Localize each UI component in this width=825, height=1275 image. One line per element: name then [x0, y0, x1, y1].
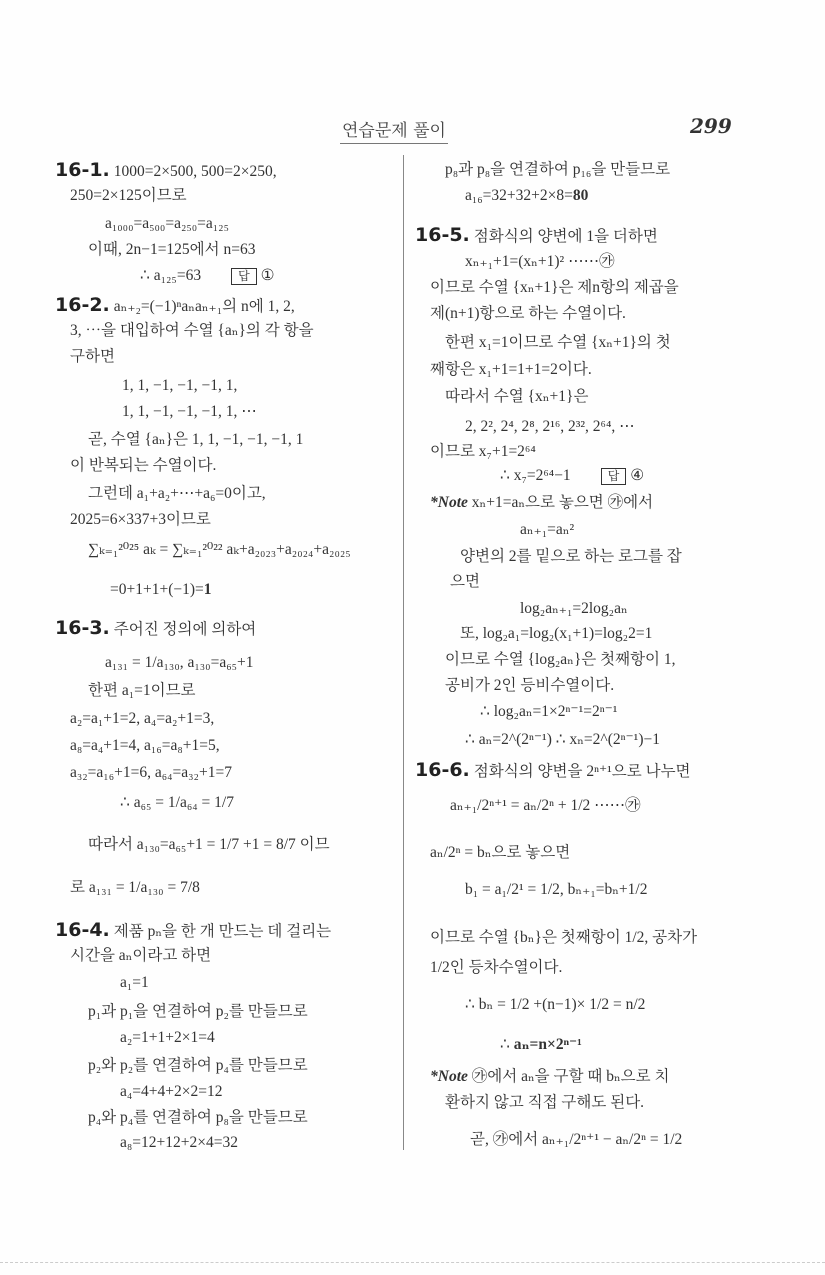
line-text: a₁₀₀₀=a₅₀₀=a₂₅₀=a₁₂₅ [105, 215, 229, 232]
answer-box: 답 [601, 468, 627, 485]
line-text: b₁ = a₁/2¹ = 1/2, bₙ₊₁=bₙ+1/2 [465, 881, 648, 898]
problem-number: 16-2. [55, 294, 110, 316]
line-text: a₈=a₄+1=4, a₁₆=a₈+1=5, [70, 737, 220, 754]
line-text: a₂=1+1+2×1=4 [120, 1029, 215, 1046]
line-text: 이때, 2n−1=125에서 n=63 [88, 241, 256, 258]
left-line [88, 681, 196, 701]
line-text: aₙ₊₁=aₙ² [520, 521, 575, 538]
line-text: a₄=4+4+2×2=12 [120, 1083, 223, 1100]
left-line [88, 484, 266, 504]
line-text: 따라서 a₁₃₀=a₆₅+1 = 1/7 +1 = 8/7 이므 [88, 836, 330, 853]
right-line [465, 252, 615, 272]
problem-number: 16-1. [55, 159, 110, 181]
line-text: aₙ₊₁/2ⁿ⁺¹ = aₙ/2ⁿ + 1/2 ⋯⋯㉮ [450, 797, 641, 814]
right-line [430, 493, 653, 513]
left-line [55, 618, 256, 640]
left-line [88, 240, 256, 260]
left-line [88, 1002, 308, 1022]
answer-choice: ① [260, 267, 275, 284]
line-text: 1000=2×500, 500=2×250, [113, 163, 277, 180]
right-line [445, 676, 614, 696]
right-line [480, 702, 617, 722]
line-text: a₃₂=a₁₆+1=6, a₆₄=a₃₂+1=7 [70, 764, 232, 781]
line-text: a₁₆=32+32+2×8= [465, 187, 573, 204]
line-text: 시간을 aₙ이라고 하면 [70, 947, 212, 964]
left-line [120, 1133, 238, 1153]
column-divider [403, 155, 404, 1150]
right-line [430, 843, 570, 863]
line-text: ∑ₖ₌₁²⁰²⁵ aₖ = ∑ₖ₌₁²⁰²² aₖ+a₂₀₂₃+a₂₀₂₄+a₂₀₂₅ [88, 541, 351, 558]
line-text: a₁₃₁ = 1/a₁₃₀, a₁₃₀=a₆₅+1 [105, 654, 254, 671]
right-line [430, 360, 592, 380]
line-text: 1/2인 등차수열이다. [430, 959, 563, 976]
line-text: 이 반복되는 수열이다. [70, 457, 217, 474]
left-line [122, 402, 257, 422]
right-line [445, 650, 676, 670]
line-text: a₂=a₁+1=2, a₄=a₂+1=3, [70, 710, 215, 727]
left-line [140, 266, 275, 286]
line-text: 으면 [450, 573, 480, 590]
line-text: 곧, ㉮에서 aₙ₊₁/2ⁿ⁺¹ − aₙ/2ⁿ = 1/2 [470, 1131, 683, 1148]
note-label: *Note [430, 494, 468, 511]
page-number: 299 [690, 114, 732, 138]
line-text: p₈과 p₈을 연결하여 p₁₆을 만들므로 [445, 161, 671, 178]
right-line [430, 958, 562, 978]
line-text: 제품 pₙ을 한 개 만드는 데 걸리는 [113, 923, 332, 940]
line-text: 3, ⋯을 대입하여 수열 {aₙ}의 각 항을 [70, 322, 314, 339]
line-text: 이므로 수열 {bₙ}은 첫째항이 1/2, 공차가 [430, 929, 698, 946]
line-text: ∴ bₙ = 1/2 +(n−1)× 1/2 = n/2 [465, 996, 646, 1013]
right-line [430, 928, 697, 948]
line-text: 1, 1, −1, −1, −1, 1, ⋯ [122, 403, 257, 420]
bold-answer: aₙ=n×2ⁿ⁻¹ [513, 1036, 582, 1053]
left-line [88, 835, 330, 855]
left-line [70, 510, 211, 530]
left-line [122, 376, 237, 396]
line-text: 이므로 수열 {xₙ+1}은 제n항의 제곱을 [430, 279, 679, 296]
right-line [445, 387, 588, 407]
right-line [415, 760, 691, 782]
left-line [110, 580, 212, 600]
left-line [105, 653, 254, 673]
left-line [120, 793, 234, 813]
right-line [445, 160, 670, 180]
line-text: ∴ [500, 1036, 514, 1053]
left-line [70, 878, 200, 898]
line-text: p₄와 p₄를 연결하여 p₈을 만들므로 [88, 1109, 308, 1126]
line-text: 따라서 수열 {xₙ+1}은 [445, 388, 589, 405]
line-text: ∴ a₆₅ = 1/a₆₄ = 1/7 [120, 794, 234, 811]
line-text: xₙ₊₁+1=(xₙ+1)² ⋯⋯㉮ [465, 253, 615, 270]
right-line [460, 547, 682, 567]
left-line [88, 1056, 308, 1076]
line-text: p₂와 p₂를 연결하여 p₄를 만들므로 [88, 1057, 308, 1074]
line-text: 한편 a₁=1이므로 [88, 682, 196, 699]
line-text: ∴ a₁₂₅=63 [140, 267, 202, 284]
running-header-title: 연습문제 풀이 [340, 116, 448, 144]
line-text: =0+1+1+(−1)= [110, 581, 204, 598]
line-text: 양변의 2를 밑으로 하는 로그를 잡 [460, 548, 682, 565]
right-line [465, 186, 588, 206]
right-line [430, 442, 536, 462]
right-line [430, 304, 626, 324]
right-line [470, 1130, 682, 1150]
right-line [450, 572, 480, 592]
page-bottom-edge [0, 1262, 825, 1266]
line-text: ∴ x₇=2⁶⁴−1 [500, 467, 571, 484]
line-text: log₂aₙ₊₁=2log₂aₙ [520, 600, 628, 617]
left-line [55, 160, 277, 182]
line-text: 1, 1, −1, −1, −1, 1, [122, 377, 238, 394]
line-text: 주어진 정의에 의하여 [113, 621, 257, 638]
left-line [70, 763, 232, 783]
line-text: 250=2×125이므로 [70, 187, 187, 204]
line-text: 로 a₁₃₁ = 1/a₁₃₀ = 7/8 [70, 879, 200, 896]
line-text: 이므로 x₇+1=2⁶⁴ [430, 443, 536, 460]
bold-answer: 1 [203, 581, 212, 598]
bold-answer: 80 [572, 187, 589, 204]
problem-number: 16-5. [415, 224, 470, 246]
left-line [105, 214, 229, 234]
line-text: 점화식의 양변을 2ⁿ⁺¹으로 나누면 [473, 763, 691, 780]
line-text: 공비가 2인 등비수열이다. [445, 677, 615, 694]
line-text: ∴ log₂aₙ=1×2ⁿ⁻¹=2ⁿ⁻¹ [480, 703, 618, 720]
right-line [450, 796, 641, 816]
right-line [465, 730, 660, 750]
right-line [500, 1035, 582, 1055]
problem-number: 16-3. [55, 617, 110, 639]
left-line [120, 1082, 223, 1102]
left-line [70, 347, 115, 367]
answer-box: 답 [231, 268, 257, 285]
right-line [415, 225, 658, 247]
left-line [70, 186, 187, 206]
line-text: 째항은 x₁+1=1+1=2이다. [430, 361, 592, 378]
note-label: *Note [430, 1068, 468, 1085]
line-text: ∴ aₙ=2^(2ⁿ⁻¹) ∴ xₙ=2^(2ⁿ⁻¹)−1 [465, 731, 660, 748]
line-text: aₙ₊₂=(−1)ⁿaₙaₙ₊₁의 n에 1, 2, [113, 298, 295, 315]
left-line [70, 736, 220, 756]
right-line [445, 333, 671, 353]
problem-number: 16-4. [55, 919, 110, 941]
line-text: 점화식의 양변에 1을 더하면 [473, 228, 658, 245]
right-line [520, 599, 628, 619]
left-line [120, 1028, 215, 1048]
right-line [460, 624, 652, 644]
right-line [465, 417, 635, 437]
right-line [520, 520, 574, 540]
right-line [465, 880, 647, 900]
line-text: 한편 x₁=1이므로 수열 {xₙ+1}의 첫 [445, 334, 671, 351]
line-text: ㉮에서 aₙ을 구할 때 bₙ으로 치 [467, 1068, 670, 1085]
line-text: 이므로 수열 {log₂aₙ}은 첫째항이 1, [445, 651, 676, 668]
right-line [465, 995, 645, 1015]
left-line [70, 946, 211, 966]
line-text: 그런데 a₁+a₂+⋯+a₆=0이고, [88, 485, 266, 502]
answer-choice: ④ [630, 467, 645, 484]
line-text: 2025=6×337+3이므로 [70, 511, 211, 528]
right-line [430, 278, 679, 298]
right-line [445, 1093, 644, 1113]
problem-number: 16-6. [415, 759, 470, 781]
left-line [88, 430, 303, 450]
line-text: aₙ/2ⁿ = bₙ으로 놓으면 [430, 844, 571, 861]
line-text: 곧, 수열 {aₙ}은 1, 1, −1, −1, −1, 1 [88, 431, 304, 448]
right-line [430, 1067, 669, 1087]
line-text: 구하면 [70, 348, 115, 365]
left-line [88, 540, 351, 560]
left-line [55, 920, 331, 942]
line-text: 환하지 않고 직접 구해도 된다. [445, 1094, 645, 1111]
left-line [120, 973, 149, 993]
left-line [55, 295, 295, 317]
line-text: 또, log₂a₁=log₂(x₁+1)=log₂2=1 [460, 625, 653, 642]
left-line [70, 321, 314, 341]
line-text: 제(n+1)항으로 하는 수열이다. [430, 305, 626, 322]
left-line [70, 709, 214, 729]
line-text: p₁과 p₁을 연결하여 p₂를 만들므로 [88, 1003, 308, 1020]
line-text: 2, 2², 2⁴, 2⁸, 2¹⁶, 2³², 2⁶⁴, ⋯ [465, 418, 635, 435]
line-text: a₁=1 [120, 974, 149, 991]
left-line [88, 1108, 308, 1128]
line-text: xₙ+1=aₙ으로 놓으면 ㉮에서 [467, 494, 654, 511]
right-line [500, 466, 644, 486]
line-text: a₈=12+12+2×4=32 [120, 1134, 238, 1151]
left-line [70, 456, 216, 476]
